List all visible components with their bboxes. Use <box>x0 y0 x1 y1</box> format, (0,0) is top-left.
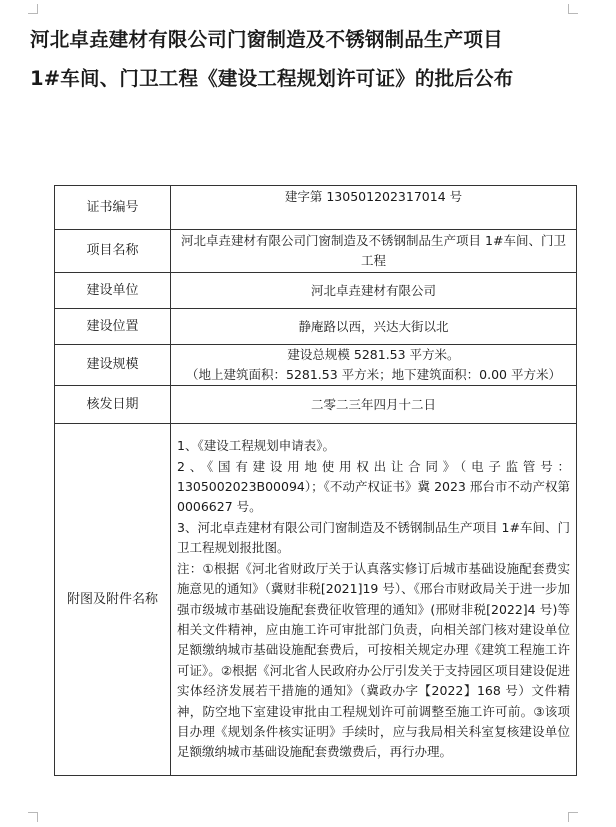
attachment-note: 注：①根据《河北省财政厅关于认真落实修订后城市基础设施配套费实施意见的通知》（冀财非税[2021]19 号）、《邢台市财政局关于进一步加强市级城市基础设施配套费征收管理的通知》(邢财非税[2022]4 号)等相关文件精神，应由施工许可审批部门负责，向相关部门核对建设单位足额缴纳城市基础设施配套费后，可按相关规定办理《建筑工程施工许可证》。②根据《河北省人民政府办公厅引发关于支持园区项目建设促进实体经济发展若干措施的通知》（冀政办字【2022】168 号）文件精神，防空地下室建设审批由工程规划许可前调整至施工许可前。③该项目办理《规划条件核实证明》手续时，应与我局相关科室复核建设单位足额缴纳城市基础设施配套费缴费后，再行办理。 <box>177 560 570 760</box>
permit-table <box>54 185 577 776</box>
attachments-content <box>171 424 577 776</box>
table-row-scale <box>55 345 577 386</box>
location-value: 静庵路以西，兴达大街以北 <box>171 309 577 345</box>
table-row-location <box>55 309 577 345</box>
scale-breakdown-text: （地上建筑面积：5281.53 平方米；地下建筑面积：0.00 平方米） <box>186 367 561 382</box>
cert-no-label: 证书编号 <box>55 186 171 230</box>
location-label: 建设位置 <box>55 309 171 345</box>
attachment-item-3: 3、河北卓垚建材有限公司门窗制造及不锈钢制品生产项目 1#车间、门卫工程规划报批图。 <box>177 519 570 556</box>
document-title-line-1: 河北卓垚建材有限公司门窗制造及不锈钢制品生产项目 <box>30 28 503 51</box>
project-name-label: 项目名称 <box>55 230 171 273</box>
scale-label: 建设规模 <box>55 345 171 386</box>
issue-date-label: 核发日期 <box>55 386 171 424</box>
table-row-attachments <box>55 424 577 776</box>
builder-value: 河北卓垚建材有限公司 <box>171 273 577 309</box>
table-row-issue-date <box>55 386 577 424</box>
page-corner-mark-bottom-right <box>568 812 578 822</box>
attachments-label: 附图及附件名称 <box>55 424 171 776</box>
builder-label: 建设单位 <box>55 273 171 309</box>
cert-no-value: 建字第 130501202317014 号 <box>171 186 577 230</box>
table-row-project-name <box>55 230 577 273</box>
attachment-item-2: 2、《国有建设用地使用权出让合同》（电子监管号：1305002023B00094）；《不动产权证书》冀 2023 邢台市不动产权第 0006627 号。 <box>177 458 570 515</box>
page-corner-mark-bottom-left <box>28 812 38 822</box>
scale-value <box>171 345 577 386</box>
page-corner-mark-top-left <box>28 4 38 14</box>
scale-total-text: 建设总规模 5281.53 平方米。 <box>287 347 460 362</box>
document-title-line-2: 1#车间、门卫工程《建设工程规划许可证》的批后公布 <box>30 67 514 90</box>
project-name-value: 河北卓垚建材有限公司门窗制造及不锈钢制品生产项目 1#车间、门卫工程 <box>171 230 577 273</box>
table-row-builder <box>55 273 577 309</box>
table-row-cert-no <box>55 186 577 230</box>
attachment-item-1: 1、《建设工程规划申请表》。 <box>177 438 335 454</box>
page-corner-mark-top-right <box>568 4 578 14</box>
issue-date-value: 二零二三年四月十二日 <box>171 386 577 424</box>
